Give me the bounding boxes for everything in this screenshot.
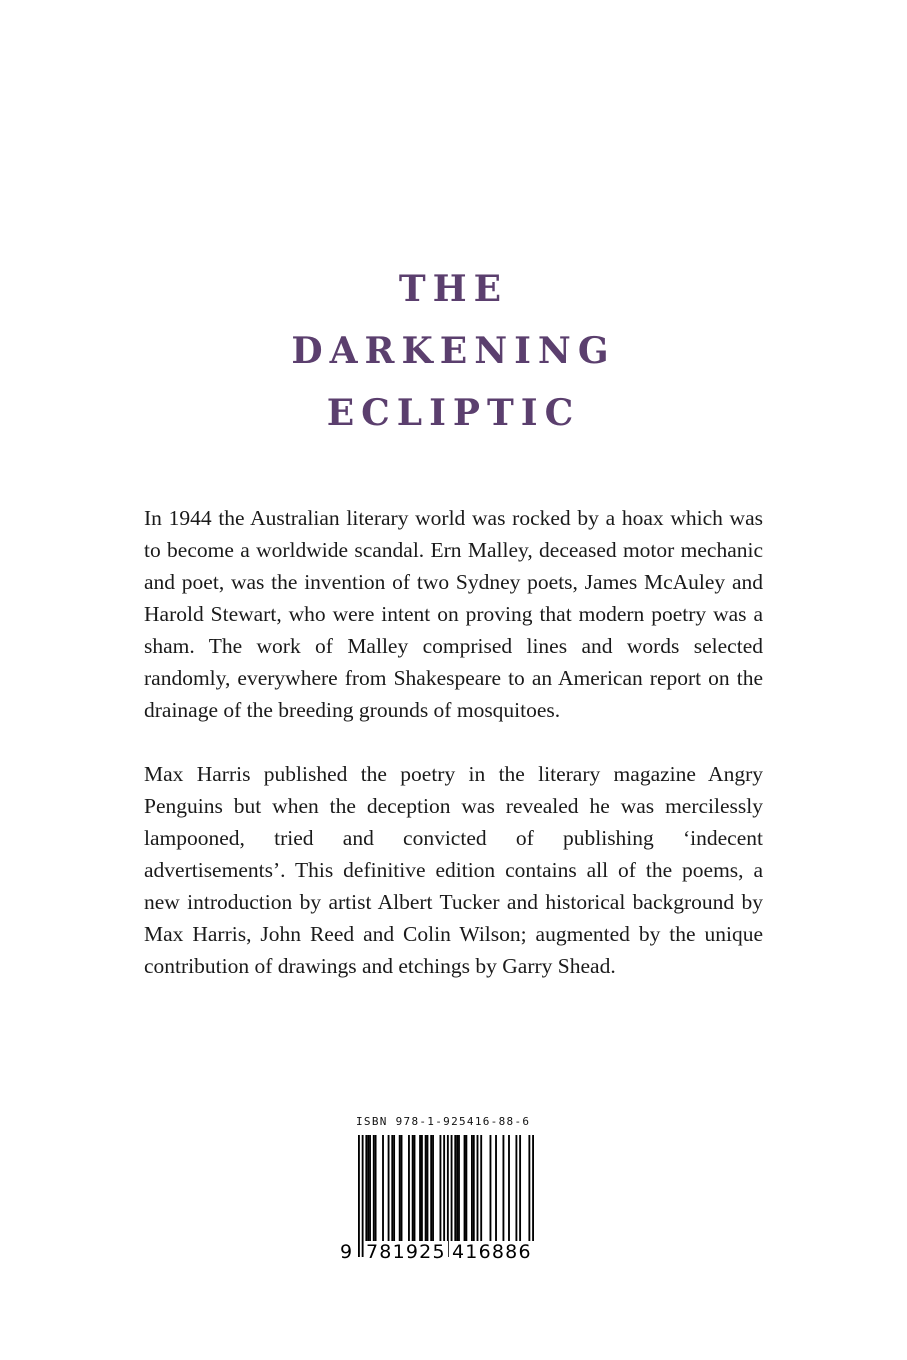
barcode-bar [432,1135,434,1242]
barcode-bar [425,1135,427,1242]
barcode-bar [473,1135,475,1242]
barcode-bar [495,1135,497,1242]
barcode-bar [451,1135,453,1242]
barcode-bar [477,1135,479,1242]
title-line-3: ECLIPTIC [326,392,581,434]
blurb-paragraph-1: In 1944 the Australian literary world was rocked by a hoax which was to become a worldwide scandal. Ern Malley, deceased motor mechanic and poet, was the invention of two Sydney poets, James McAuley and Harold Stewart, who were intent on proving that modern poetry was a sham. The work of Malley comprised lines and words selected randomly, everywhere from Shakespeare to an American report on the drainage of the breeding grounds of mosquitoes. [144,506,763,722]
barcode-bar [427,1135,429,1242]
barcode-bar [515,1135,517,1242]
barcode-bar [490,1135,492,1242]
barcode-bar [443,1135,445,1257]
book-title [0,258,907,444]
isbn-label: ISBN 978-1-925416-88-6 [356,1115,531,1128]
barcode-bar [464,1135,466,1242]
barcode-bar [465,1135,467,1242]
barcode-bar [365,1135,367,1242]
barcode-bar [362,1135,364,1257]
barcode-bar [421,1135,423,1242]
barcode-bar [393,1135,395,1242]
barcode-bar [358,1135,360,1257]
title-line-1: THE [398,268,509,310]
barcode-bar [456,1135,458,1242]
barcode-bar [408,1135,410,1242]
barcode-digits-left: 781925 [366,1241,446,1263]
barcode-bar [480,1135,482,1242]
barcode-bar [375,1135,377,1242]
barcode-bar [399,1135,401,1242]
barcode-bar [412,1135,414,1242]
barcode-bar [447,1135,449,1257]
barcode-bar [532,1135,534,1257]
barcode-digit-first: 9 [340,1241,353,1263]
barcode-bar [471,1135,473,1242]
barcode-bar [430,1135,432,1242]
barcode-bar [528,1135,530,1257]
barcode-bar [369,1135,371,1242]
barcode-bar [503,1135,505,1242]
barcode-bar [508,1135,510,1242]
barcode-bar [414,1135,416,1242]
barcode-bars [358,1135,534,1257]
barcode-bar [519,1135,521,1242]
isbn-barcode [340,1115,534,1273]
barcode-bar [391,1135,393,1242]
barcode-bar [373,1135,375,1242]
barcode-bar [454,1135,456,1242]
barcode-bar [419,1135,421,1242]
title-line-2: DARKENING [291,330,616,372]
barcode-bar [458,1135,460,1242]
barcode-bar [382,1135,384,1242]
barcode-bar [367,1135,369,1242]
barcode-bar [401,1135,403,1242]
barcode-bar [388,1135,390,1242]
barcode-bar [440,1135,442,1242]
barcode-digits [340,1241,534,1265]
back-cover-blurb [144,502,763,1014]
blurb-paragraph-2: Max Harris published the poetry in the literary magazine Angry Penguins but when the deception was revealed he was mercilessly lampooned, tried and convicted of publishing ‘indecent advertisements’. This definitive edition contains all of the poems, a new introduction by artist Albert Tucker and historical background by Max Harris, John Reed and Colin Wilson; augmented by the unique contribution of drawings and etchings by Garry Shead. [144,762,763,978]
barcode-digits-right: 416886 [452,1241,532,1263]
